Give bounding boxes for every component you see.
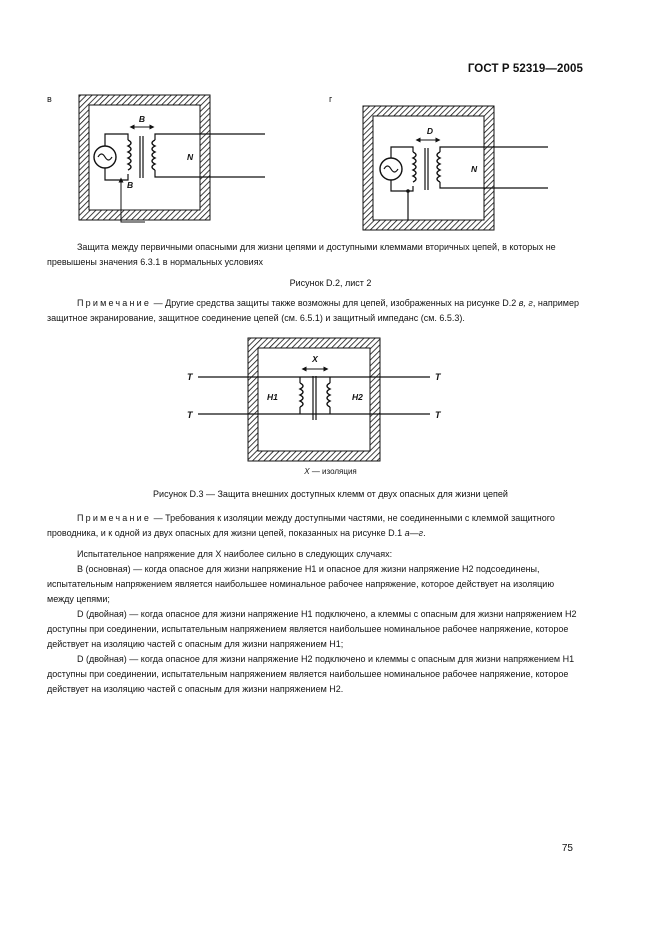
figure-d2-caption: Рисунок D.2, лист 2: [289, 278, 372, 288]
figure-d3-legend: X — изоляция: [304, 467, 357, 476]
paragraph-case-d2: D (двойная) — когда опасное для жизни напряжение H2 подключено и клеммы с опасным для жизни напряжением H1 доступны при соединении, испытательным напряжением является наибольшее номинальное рабочее напряжение, которое действует на изоляцию частей с опасным для жизни напряжением H2.: [47, 654, 575, 694]
pane-g-insulation-label: D: [426, 126, 434, 136]
paragraph-case-b: В (основная) — когда опасное для жизни напряжение H1 и опасное для жизни напряжение H2 подсоединены, испытательным напряжением является наибольшее номинальное рабочее напряжение, которое действует на изоляцию между цепями;: [47, 564, 555, 604]
body-text: [47, 547, 583, 697]
figure-d3-caption: Рисунок D.3 — Защита внешних доступных клемм от двух опасных для жизни цепей: [153, 489, 508, 499]
pane-v-label: в: [47, 94, 52, 104]
pane-g-circuit-label: N: [471, 164, 478, 174]
note-label: Примечание: [77, 298, 152, 308]
pane-v-lower-label: B: [127, 180, 134, 190]
terminal-right-top: T: [435, 372, 441, 382]
paragraph-intro: Испытательное напряжение для X наиболее сильно в следующих случаях:: [77, 549, 393, 559]
note-label: Примечание: [77, 513, 152, 523]
figure-d2-description: Защита между первичными опасными для жизни цепями и доступными клеммами вторичных цепей, в которых не превышены значения 6.3.1 в нормальных условиях: [47, 242, 556, 267]
standard-header: ГОСТ Р 52319—2005: [467, 63, 583, 75]
h2-label: H2: [352, 392, 363, 402]
note-2: Примечание — Требования к изоляции между доступными частями, не соединенными с клеммой защитного проводника, и к одной из двух опасных для жизни цепей, показанных на рисунке D.1 а—г.: [47, 513, 555, 538]
pane-v-circuit-label: N: [187, 152, 194, 162]
insulation-x-label: X: [312, 354, 318, 364]
paragraph-case-d1: D (двойная) — когда опасное для жизни напряжение H1 подключено, а клеммы с опасным для жизни напряжением H2 доступны при соединении, испытательным напряжением является наибольшее номинальное рабочее напряжение, которое действует на изоляцию частей с опасным для жизни напряжением H1;: [47, 609, 577, 649]
page-number: 75: [561, 843, 573, 854]
h1-label: H1: [267, 392, 278, 402]
terminal-left-top: T: [187, 372, 193, 382]
note-1: Примечание — Другие средства защиты также возможны для цепей, изображенных на рисунке D.2 в, г, например защитное экранирование, защитное соединение цепей (см. 6.5.1) и защитный импеданс (см. 6.5.3).: [47, 298, 579, 323]
pane-g-label: г: [329, 94, 333, 104]
terminal-right-bottom: T: [435, 410, 441, 420]
pane-v-insulation-label: B: [138, 114, 146, 124]
terminal-left-bottom: T: [187, 410, 193, 420]
